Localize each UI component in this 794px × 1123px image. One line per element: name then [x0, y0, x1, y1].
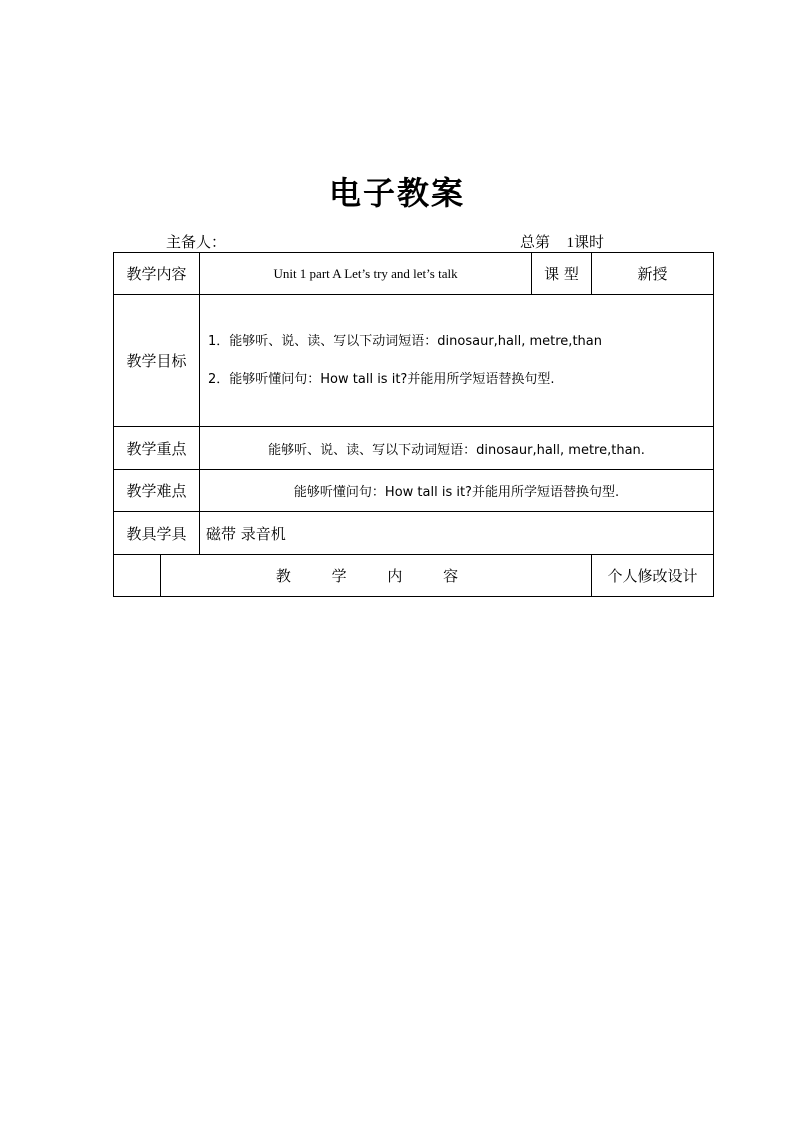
- goal-item-1: 1．能够听、说、读、写以下动词短语：dinosaur,hall, metre,than: [208, 333, 602, 349]
- preparer-label: 主备人：: [166, 233, 227, 251]
- document-title: 电子教案: [328, 174, 465, 212]
- goals-cell: [200, 295, 714, 427]
- difficulties-label: 教学难点: [114, 470, 200, 512]
- content-value: Unit 1 part A Let’s try and let’s talk: [200, 253, 532, 295]
- total-prefix: 总第: [520, 233, 551, 251]
- personal-design-header: 个人修改设计: [592, 555, 714, 597]
- tools-value: 磁带 录音机: [200, 512, 714, 555]
- table-row-content-header: [114, 555, 714, 597]
- lesson-type-label: 课 型: [532, 253, 592, 295]
- lesson-counter: [520, 231, 604, 252]
- key-points-label: 教学重点: [114, 427, 200, 470]
- table-row-tools: [114, 512, 714, 555]
- goal-item-2: 2．能够听懂问句：How tall is it?并能用所学短语替换句型.: [208, 371, 555, 387]
- goals-label: 教学目标: [114, 295, 200, 427]
- table-row-key-points: [114, 427, 714, 470]
- tools-label: 教具学具: [114, 512, 200, 555]
- blank-cell: [114, 555, 161, 597]
- difficulties-value: 能够听懂问句：How tall is it?并能用所学短语替换句型.: [200, 470, 714, 512]
- lesson-plan-table: [113, 252, 714, 597]
- table-row-content: [114, 253, 714, 295]
- table-row-difficulties: [114, 470, 714, 512]
- lesson-suffix: 课时: [574, 233, 605, 251]
- lesson-type-value: 新授: [592, 253, 714, 295]
- key-points-value: 能够听、说、读、写以下动词短语：dinosaur,hall, metre,than.: [200, 427, 714, 470]
- lesson-number: 1: [566, 235, 575, 251]
- teaching-content-header: 教 学 内 容: [161, 555, 592, 597]
- table-row-goals: [114, 295, 714, 427]
- content-label: 教学内容: [114, 253, 200, 295]
